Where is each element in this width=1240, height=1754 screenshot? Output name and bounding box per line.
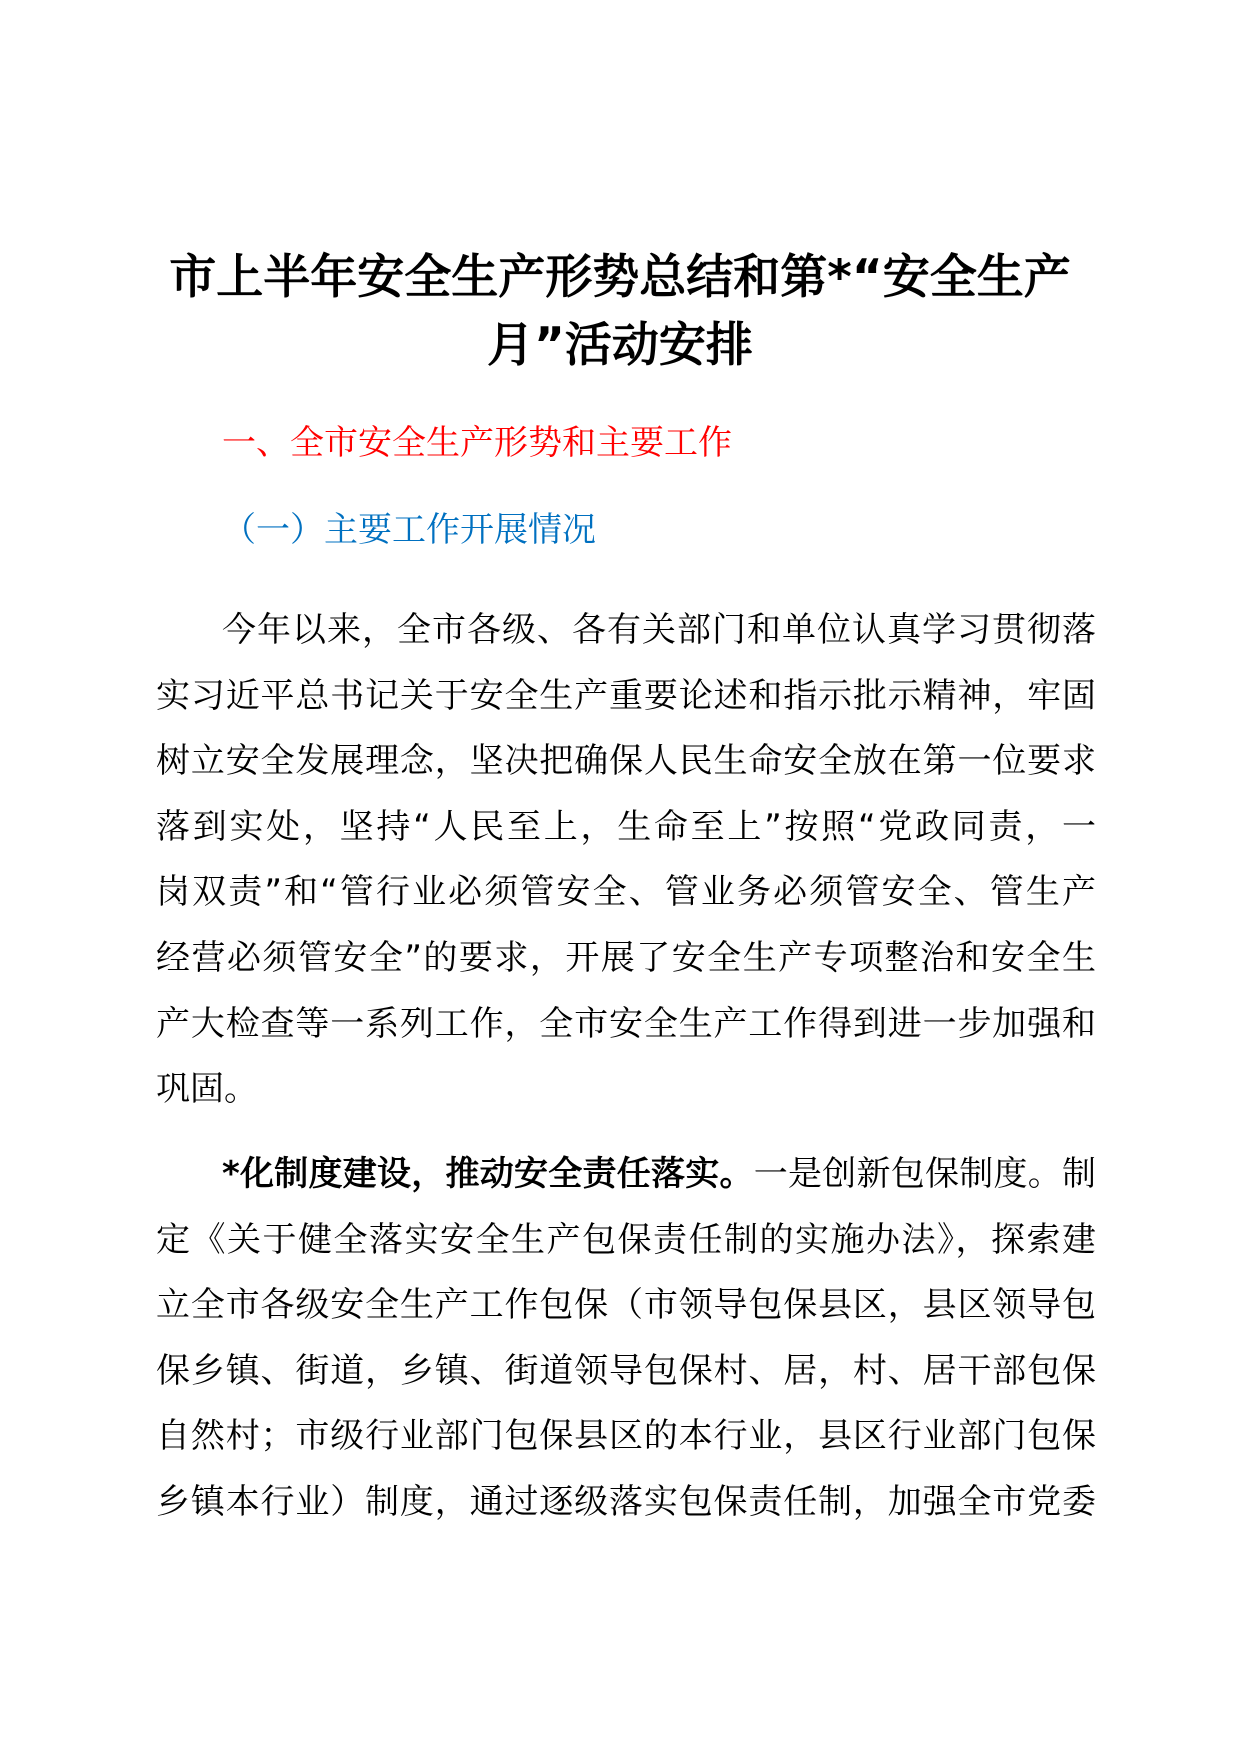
bold-lead-text: *化制度建设，推动安全责任落实。: [222, 1154, 754, 1194]
title-line-1: 市上半年安全生产形势总结和第*“安全生产: [169, 250, 1071, 305]
paragraph-line: 产大检查等一系列工作，全市安全生产工作得到进一步加强和: [156, 1003, 1096, 1044]
paragraph-line: 保乡镇、街道，乡镇、街道领导包保村、居，村、居干部包保: [156, 1350, 1096, 1391]
paragraph-line: 自然村；市级行业部门包保县区的本行业，县区行业部门包保: [156, 1416, 1096, 1457]
paragraph-line: 巩固。: [156, 1069, 258, 1110]
paragraph-line: 经营必须管安全”的要求，开展了安全生产专项整治和安全生: [156, 937, 1096, 978]
document-title: [150, 244, 1090, 380]
paragraph-line: 落到实处，坚持“人民至上，生命至上”按照“党政同责，一: [156, 806, 1096, 847]
paragraph-line: 乡镇本行业）制度，通过逐级落实包保责任制，加强全市党委: [156, 1481, 1096, 1522]
subsection-heading: （一）主要工作开展情况: [222, 510, 596, 550]
paragraph-line: 实习近平总书记关于安全生产重要论述和指示批示精神，牢固: [156, 675, 1096, 716]
first-line-text: 一是创新包保制度。制: [753, 1154, 1097, 1194]
title-line-2: 月”活动安排: [487, 318, 753, 373]
paragraph-line: 今年以来，全市各级、各有关部门和单位认真学习贯彻落: [222, 610, 1096, 650]
section-heading: 一、全市安全生产形势和主要工作: [222, 423, 732, 463]
paragraph-1: [156, 607, 1096, 1132]
paragraph-line: 岗双责”和“管行业必须管安全、管业务必须管安全、管生产: [156, 872, 1096, 913]
paragraph-line: 立全市各级安全生产工作包保（市领导包保县区，县区领导包: [156, 1285, 1096, 1326]
paragraph-line: 树立安全发展理念，坚决把确保人民生命安全放在第一位要求: [156, 741, 1096, 782]
paragraph-line: 定《关于健全落实安全生产包保责任制的实施办法》，探索建: [156, 1219, 1096, 1260]
paragraph-line: [156, 1151, 1096, 1217]
paragraph-2: [156, 1151, 1096, 1545]
